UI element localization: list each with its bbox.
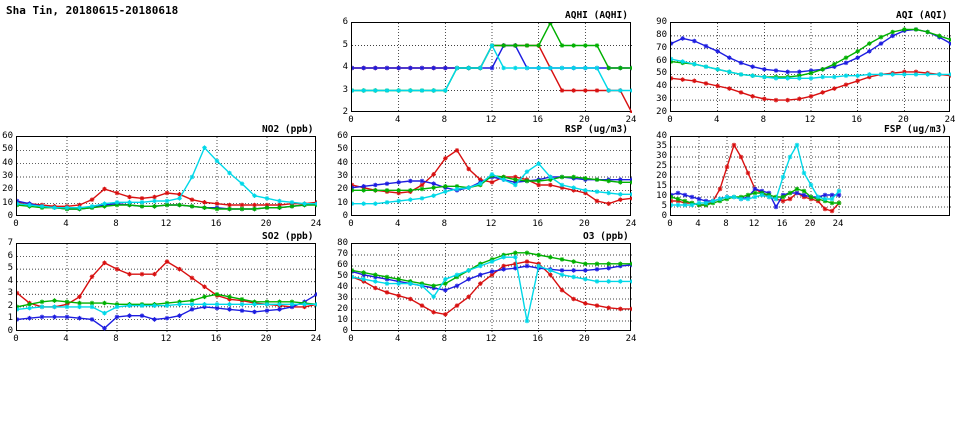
plot-svg-so2 (17, 244, 317, 332)
series-line-aqhi-2 (352, 23, 632, 91)
series-line-aqi-1 (671, 29, 951, 72)
x-tick-no2-0: 0 (13, 219, 19, 229)
x-tick-no2-12: 12 (160, 219, 172, 229)
x-tick-no2-8: 8 (113, 219, 119, 229)
plot-svg-o3 (352, 244, 632, 332)
x-tick-aqi-20: 20 (897, 115, 909, 125)
y-tick-so2-2: 2 (7, 300, 13, 311)
y-tick-so2-6: 6 (7, 250, 13, 261)
x-tick-aqhi-16: 16 (532, 115, 544, 125)
x-tick-o3-0: 0 (348, 334, 354, 344)
plot-area-o3 (351, 243, 631, 331)
x-tick-rsp-4: 4 (394, 219, 401, 229)
x-tick-aqi-12: 12 (804, 115, 816, 125)
y-tick-rsp-0: 0 (342, 211, 348, 221)
x-tick-aqhi-0: 0 (348, 115, 354, 125)
x-tick-fsp-4: 4 (695, 219, 701, 229)
x-tick-rsp-12: 12 (485, 219, 497, 229)
y-tick-no2-30: 30 (2, 171, 13, 181)
series-line-fsp-1 (671, 189, 839, 207)
y-tick-rsp-40: 40 (337, 157, 348, 168)
plot-area-rsp (351, 136, 631, 216)
plot-svg-no2 (17, 137, 317, 217)
y-tick-aqhi-6: 6 (342, 17, 348, 27)
y-tick-aqi-60: 60 (656, 55, 667, 66)
series-line-no2-1 (17, 201, 317, 209)
series-line-no2-0 (17, 189, 317, 206)
x-tick-o3-12: 12 (485, 334, 497, 344)
series-line-no2-2 (17, 205, 317, 209)
chart-title-aqi: AQI (AQI) (896, 10, 948, 21)
x-tick-fsp-16: 16 (776, 219, 788, 229)
y-tick-aqi-70: 70 (656, 42, 667, 53)
x-tick-so2-16: 16 (210, 334, 222, 344)
x-tick-so2-0: 0 (13, 334, 19, 344)
series-line-o3-0 (352, 262, 632, 315)
x-tick-aqhi-4: 4 (394, 115, 401, 125)
x-tick-o3-16: 16 (532, 334, 544, 344)
y-tick-rsp-30: 30 (337, 171, 348, 181)
y-tick-aqi-90: 90 (656, 17, 667, 27)
x-tick-aqi-0: 0 (667, 115, 673, 125)
series-line-rsp-1 (352, 177, 632, 190)
y-tick-no2-0: 0 (7, 211, 13, 221)
y-tick-o3-30: 30 (337, 293, 348, 303)
y-tick-so2-7: 7 (7, 238, 13, 248)
y-tick-no2-10: 10 (2, 197, 13, 208)
series-line-aqi-3 (671, 59, 951, 78)
plot-svg-fsp (671, 137, 951, 217)
y-tick-no2-20: 20 (2, 184, 13, 195)
plot-svg-aqi (671, 23, 951, 113)
x-tick-rsp-20: 20 (578, 219, 590, 229)
chart-title-aqhi: AQHI (AQHI) (565, 10, 628, 21)
y-tick-so2-0: 0 (7, 326, 13, 336)
x-tick-no2-4: 4 (63, 219, 69, 229)
plot-area-aqhi (351, 22, 631, 112)
x-tick-fsp-20: 20 (804, 219, 816, 229)
y-tick-o3-50: 50 (337, 271, 348, 281)
y-tick-so2-5: 5 (7, 263, 13, 274)
series-line-fsp-2 (671, 189, 839, 205)
plot-area-fsp (670, 136, 950, 216)
y-tick-so2-3: 3 (7, 288, 13, 299)
x-tick-rsp-24: 24 (625, 219, 637, 229)
x-tick-o3-24: 24 (625, 334, 637, 344)
x-tick-aqhi-20: 20 (578, 115, 590, 125)
x-tick-aqi-4: 4 (713, 115, 720, 125)
y-tick-aqhi-4: 4 (342, 62, 348, 72)
y-tick-fsp-0: 0 (661, 211, 667, 221)
x-tick-aqhi-12: 12 (485, 115, 497, 125)
series-line-o3-1 (352, 265, 632, 290)
series-line-aqhi-3 (352, 46, 632, 91)
x-tick-no2-20: 20 (260, 219, 272, 229)
y-tick-fsp-35: 35 (656, 141, 667, 151)
y-tick-aqi-30: 30 (656, 94, 667, 105)
plot-area-aqi (670, 22, 950, 112)
y-tick-aqhi-2: 2 (342, 107, 348, 117)
y-tick-no2-50: 50 (2, 144, 13, 155)
y-tick-fsp-25: 25 (656, 161, 667, 171)
x-tick-rsp-16: 16 (532, 219, 544, 229)
y-tick-o3-20: 20 (337, 304, 348, 314)
x-tick-rsp-8: 8 (441, 219, 448, 229)
plot-svg-aqhi (352, 23, 632, 113)
x-tick-o3-20: 20 (578, 334, 590, 344)
y-tick-aqhi-3: 3 (342, 84, 348, 95)
y-tick-no2-40: 40 (2, 157, 13, 168)
y-tick-o3-10: 10 (337, 315, 348, 325)
y-tick-aqi-20: 20 (656, 107, 667, 117)
chart-title-rsp: RSP (ug/m3) (565, 124, 628, 135)
x-tick-rsp-0: 0 (348, 219, 354, 229)
y-tick-o3-40: 40 (337, 282, 348, 292)
page-title: Sha Tin, 20180615-20180618 (6, 4, 179, 17)
y-tick-fsp-40: 40 (656, 131, 667, 141)
y-tick-rsp-50: 50 (337, 144, 348, 155)
y-tick-o3-60: 60 (337, 260, 348, 270)
y-tick-aqhi-5: 5 (342, 39, 348, 50)
y-tick-o3-0: 0 (342, 326, 348, 336)
series-line-o3-3 (352, 257, 632, 321)
series-line-no2-3 (17, 148, 317, 208)
series-line-rsp-2 (352, 176, 632, 191)
x-tick-so2-8: 8 (113, 334, 119, 344)
y-tick-fsp-15: 15 (656, 181, 667, 191)
y-tick-fsp-10: 10 (656, 191, 667, 201)
series-line-fsp-3 (671, 145, 839, 205)
y-tick-o3-80: 80 (337, 238, 348, 248)
y-tick-fsp-30: 30 (656, 151, 667, 161)
y-tick-aqi-40: 40 (656, 81, 667, 92)
series-line-so2-3 (17, 304, 317, 313)
x-tick-no2-24: 24 (310, 219, 322, 229)
x-tick-o3-4: 4 (394, 334, 401, 344)
y-tick-rsp-10: 10 (337, 197, 348, 208)
series-line-so2-0 (17, 262, 317, 307)
y-tick-so2-4: 4 (7, 275, 13, 286)
series-line-fsp-0 (671, 145, 839, 211)
y-tick-rsp-60: 60 (337, 131, 348, 141)
series-line-aqhi-0 (352, 46, 632, 114)
x-tick-so2-12: 12 (160, 334, 172, 344)
y-tick-aqi-80: 80 (656, 29, 667, 40)
plot-svg-rsp (352, 137, 632, 217)
x-tick-fsp-24: 24 (832, 219, 844, 229)
x-tick-aqhi-24: 24 (625, 115, 637, 125)
x-tick-fsp-0: 0 (667, 219, 673, 229)
y-tick-rsp-20: 20 (337, 184, 348, 195)
x-tick-fsp-12: 12 (748, 219, 760, 229)
x-tick-fsp-8: 8 (723, 219, 729, 229)
series-line-aqi-2 (671, 29, 951, 77)
y-tick-o3-70: 70 (337, 249, 348, 259)
chart-title-no2: NO2 (ppb) (262, 124, 314, 135)
x-tick-so2-24: 24 (310, 334, 322, 344)
x-tick-o3-8: 8 (441, 334, 448, 344)
series-line-so2-2 (17, 294, 317, 307)
x-tick-aqhi-8: 8 (441, 115, 448, 125)
chart-title-o3: O3 (ppb) (583, 231, 629, 242)
plot-area-no2 (16, 136, 316, 216)
series-line-rsp-0 (352, 150, 632, 203)
plot-area-so2 (16, 243, 316, 331)
series-line-aqi-0 (671, 72, 951, 100)
x-tick-aqi-16: 16 (851, 115, 863, 125)
y-tick-so2-1: 1 (7, 313, 13, 324)
x-tick-aqi-24: 24 (944, 115, 956, 125)
x-tick-so2-4: 4 (63, 334, 69, 344)
series-line-o3-2 (352, 253, 632, 286)
series-line-aqhi-1 (352, 46, 632, 69)
y-tick-no2-60: 60 (2, 131, 13, 141)
x-tick-no2-16: 16 (210, 219, 222, 229)
series-line-rsp-3 (352, 164, 632, 204)
y-tick-fsp-20: 20 (656, 171, 667, 181)
y-tick-fsp-5: 5 (661, 201, 667, 211)
x-tick-aqi-8: 8 (760, 115, 767, 125)
chart-title-fsp: FSP (ug/m3) (884, 124, 947, 135)
series-line-so2-1 (17, 294, 317, 328)
x-tick-so2-20: 20 (260, 334, 272, 344)
y-tick-aqi-50: 50 (656, 68, 667, 79)
chart-title-so2: SO2 (ppb) (262, 231, 314, 242)
